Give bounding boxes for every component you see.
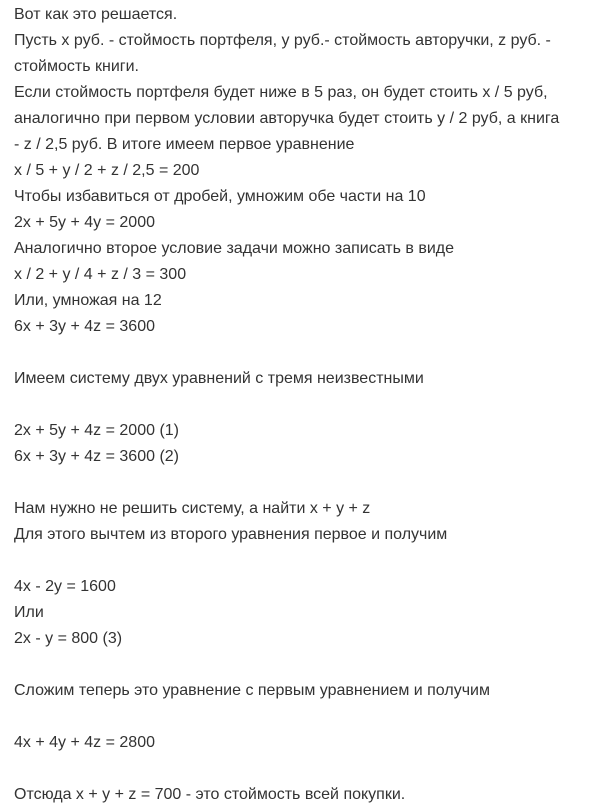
subtract-note: Для этого вычтем из второго уравнения первое и получим [14,526,448,543]
system-intro: Имеем систему двух уравнений с тремя неизвестными [14,370,424,387]
condition-one-line-cont: аналогично при первом условии авторучка будет стоить у / 2 руб, а книга [14,110,560,127]
multiply-note-two: Или, умножая на 12 [14,292,162,309]
or-line: Или [14,604,44,621]
blank-line [14,756,616,782]
condition-one-line-end: - z / 2,5 руб. В итоге имеем первое уравнение [14,136,355,153]
system-equation-1: 2х + 5у + 4z = 2000 (1) [14,422,179,439]
add-note: Сложим теперь это уравнение с первым уравнением и получим [14,682,490,699]
blank-line [14,340,616,366]
blank-line [14,652,616,678]
equation-second-scaled: 6х + 3у + 4z = 3600 [14,318,155,335]
equation-first: х / 5 + у / 2 + z / 2,5 = 200 [14,162,200,179]
blank-line [14,470,616,496]
goal-line: Нам нужно не решить систему, а найти х + у + z [14,500,371,517]
difference-equation: 4х - 2у = 1600 [14,578,116,595]
multiply-note: Чтобы избавиться от дробей, умножим обе части на 10 [14,188,426,205]
blank-line [14,704,616,730]
sum-equation: 4х + 4у + 4z = 2800 [14,734,155,751]
variables-line-cont: стоймость книги. [14,58,139,75]
blank-line [14,392,616,418]
blank-line [14,548,616,574]
variables-line: Пусть х руб. - стоймость портфеля, у руб.- стоймость авторучки, z руб. - [14,32,551,49]
equation-first-scaled: 2х + 5у + 4у = 2000 [14,214,155,231]
system-equation-2: 6х + 3у + 4z = 3600 (2) [14,448,179,465]
condition-one-line: Если стоймость портфеля будет ниже в 5 раз, он будет стоить х / 5 руб, [14,84,548,101]
condition-two-line: Аналогично второе условие задачи можно записать в виде [14,240,455,257]
intro-line: Вот как это решается. [14,6,178,23]
answer-line: Отсюда х + у + z = 700 - это стоймость всей покупки. [14,786,406,803]
equation-second: х / 2 + у / 4 + z / 3 = 300 [14,266,187,283]
equation-three: 2х - у = 800 (3) [14,630,123,647]
